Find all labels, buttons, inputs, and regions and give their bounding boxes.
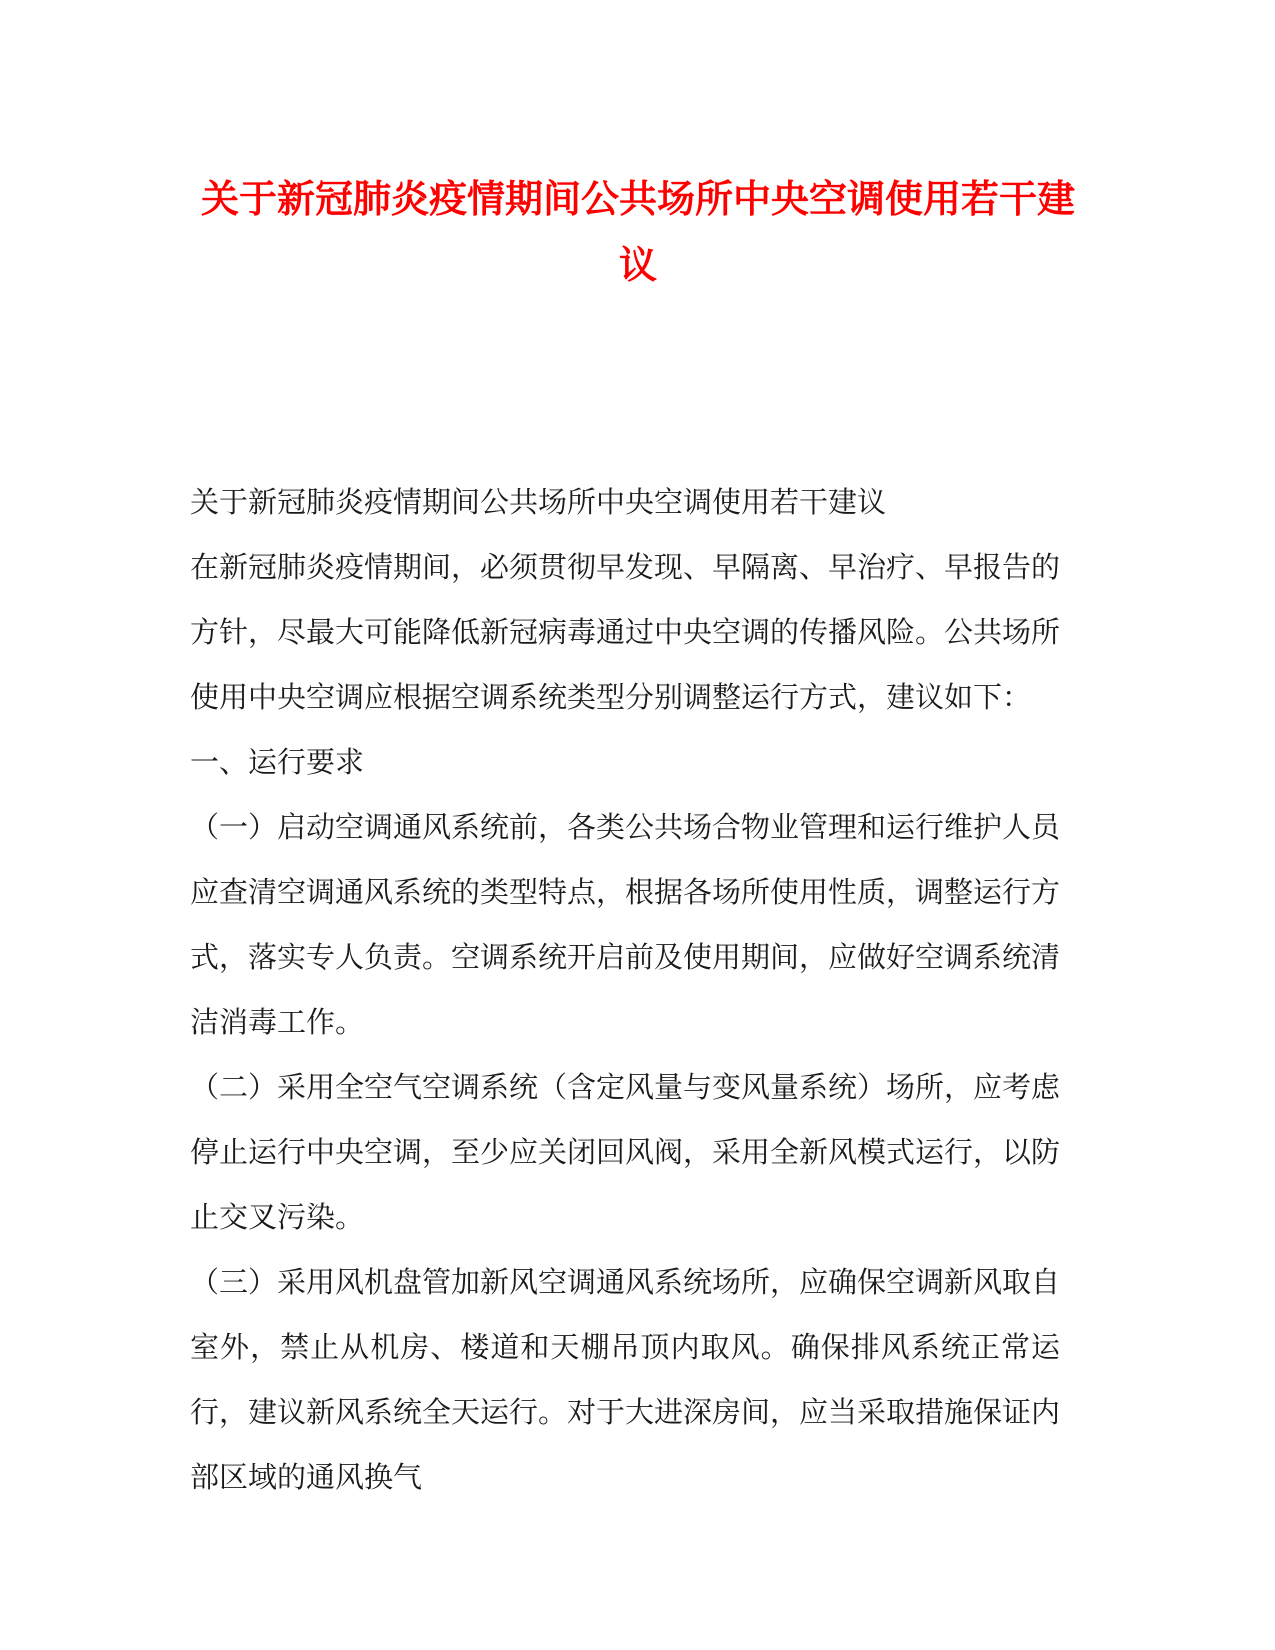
document-body [190, 470, 1060, 1510]
intro-paragraph: 在新冠肺炎疫情期间，必须贯彻早发现、早隔离、早治疗、早报告的方针，尽最大可能降低新冠病毒通过中央空调的传播风险。公共场所使用中央空调应根据空调系统类型分别调整运行方式，建议如下： [190, 550, 1061, 714]
section-heading: 一、运行要求 [190, 745, 365, 779]
document-title: 关于新冠肺炎疫情期间公共场所中央空调使用若干建议 [200, 176, 1075, 287]
item-three-paragraph: （三）采用风机盘管加新风空调通风系统场所，应确保空调新风取自室外，禁止从机房、楼道和天棚吊顶内取风。确保排风系统正常运行，建议新风系统全天运行。对于大进深房间，应当采取措施保证内部区域的通风换气 [190, 1265, 1061, 1494]
subtitle-paragraph: 关于新冠肺炎疫情期间公共场所中央空调使用若干建议 [190, 485, 887, 519]
item-one-paragraph: （一）启动空调通风系统前，各类公共场合物业管理和运行维护人员应查清空调通风系统的类型特点，根据各场所使用性质，调整运行方式，落实专人负责。空调系统开启前及使用期间，应做好空调系统清洁消毒工作。 [190, 810, 1061, 1039]
item-two-paragraph: （二）采用全空气空调系统（含定风量与变风量系统）场所，应考虑停止运行中央空调，至少应关闭回风阀，采用全新风模式运行，以防止交叉污染。 [190, 1070, 1061, 1234]
